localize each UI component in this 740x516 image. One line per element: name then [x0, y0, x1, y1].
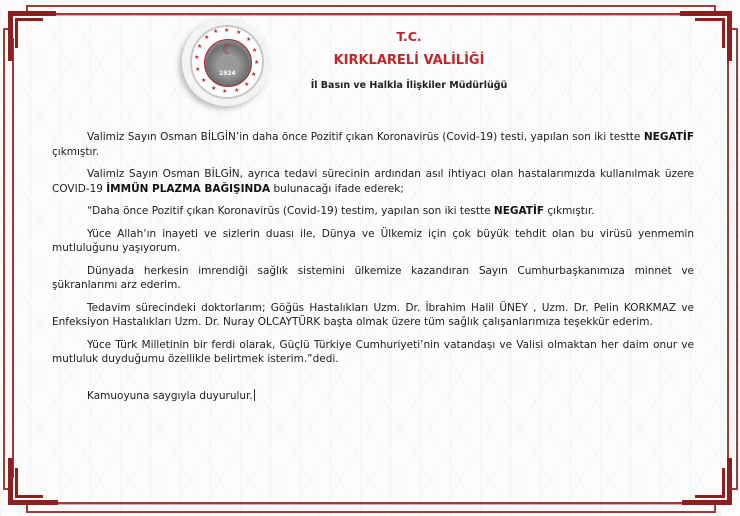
header-governorship-row [0, 49, 740, 68]
header-tc-row [0, 26, 740, 45]
corner-bottom-left [8, 500, 58, 505]
star-icon: ★ [211, 85, 217, 92]
paragraph-2 [52, 167, 694, 196]
paragraph-4: Yüce Allah’ın inayeti ve sizlerin duası ile, Dünya ve Ülkemiz için çok büyük tehdit olan bu virüsü yenmemin mutluluğunu yaşıyorum. [52, 227, 694, 254]
paragraph-1 [52, 130, 694, 159]
frame-top-outer [26, 5, 716, 7]
paragraph-7: Yüce Türk Milletinin bir ferdi olarak, Güçlü Türkiye Cumhuriyeti’nin vatandaşı ve Valisi olmaktan her daim onur ve mutluluk duyduğumu özellikle belirtmek isterim.”dedi. [52, 338, 694, 365]
star-icon: ★ [222, 88, 228, 95]
corner-bottom-right-inner-h [695, 495, 725, 498]
frame-bottom-outer [26, 511, 716, 513]
corner-bottom-left-inner-h [15, 495, 43, 498]
frame-top-inner-shadow [55, 15, 715, 16]
header-tc: T.C. [396, 29, 422, 44]
corner-top-left [8, 11, 56, 16]
frame-right-outer [736, 28, 738, 490]
p1-text-end: çıkmıştır. [52, 145, 100, 158]
frame-left-inner [12, 38, 14, 478]
p3-text-end: çıkmıştır. [544, 205, 595, 217]
header-department-row [0, 73, 740, 92]
logo-year: 1924 [219, 70, 236, 77]
star-icon: ★ [252, 47, 258, 54]
frame-tick [714, 505, 716, 512]
paragraph-5: Dünyada herkesin imrendiği sağlık sistemini ülkemize kazandıran Sayın Cumhurbaşkanımıza minnet ve şükranlarımı arz ederim. [52, 264, 694, 291]
p2-bold: İMMÜN PLAZMA BAĞIŞINDA [106, 182, 271, 195]
paragraph-6: Tedavim sürecindeki doktorlarım; Göğüs Hastalıkları Uzm. Dr. İbrahim Halil ÜNEY , Uzm. Dr. Pelin KORKMAZ ve Enfeksiyon Hastalıkları Uzm. Dr. Nuray OLCAYTÜRK başta olmak üzere tüm sağlık çalışanlarımıza teşekkür ederim. [52, 301, 694, 328]
star-icon: ★ [194, 54, 200, 61]
p1-text: Valimiz Sayın Osman BİLGİN’in daha önce Pozitif çıkan Koronavirüs (Covid-19) testi, yapılan son iki testte [87, 131, 644, 143]
p3-bold: NEGATİF [493, 205, 545, 217]
p2-text: Valimiz Sayın Osman BİLGİN, ayrıca tedavi sürecinin ardından asıl ihtiyacı olan hastalarımızda kullanılmak üzere COVID-19 [52, 168, 694, 195]
p2-text-end: bulunacağı ifade ederek; [270, 182, 404, 195]
corner-bottom-left-inner-v [15, 468, 18, 498]
star-icon: ★ [224, 27, 230, 34]
text-cursor [254, 389, 255, 401]
star-icon: ★ [201, 77, 207, 84]
corner-top-right-inner-h [695, 18, 725, 21]
crescent-icon: ☾ [222, 42, 235, 58]
frame-tick [731, 488, 738, 490]
star-icon: ★ [236, 29, 242, 36]
star-icon: ★ [251, 71, 257, 78]
header-department: İl Basın ve Halkla İlişkiler Müdürlüğü [310, 80, 508, 91]
star-icon: ★ [244, 81, 250, 88]
corner-bottom-right-inner-v [722, 468, 725, 498]
press-release-body [52, 130, 694, 411]
frame-bottom-inner-shadow [28, 504, 684, 505]
star-icon: ★ [197, 43, 203, 50]
star-icon: ★ [246, 36, 252, 43]
closing-paragraph [52, 389, 694, 404]
p3-text: “Daha önce Pozitif çıkan Koronavirüs (Covid-19) testim, yapılan son iki testte [87, 205, 494, 217]
frame-left-outer [3, 28, 5, 490]
star-icon: ★ [213, 28, 219, 35]
corner-top-left-inner-h [15, 18, 43, 21]
paragraph-3 [52, 204, 694, 219]
corner-bottom-right-v [727, 458, 732, 505]
corner-bottom-left-v [8, 458, 13, 505]
p1-bold: NEGATİF [643, 131, 694, 143]
star-icon: ★ [204, 34, 210, 41]
header-governorship: KIRKLARELİ VALİLİĞİ [333, 53, 485, 68]
corner-bottom-right [682, 500, 732, 505]
star-icon: ★ [254, 59, 260, 66]
frame-tick [26, 505, 28, 512]
corner-top-right [680, 11, 732, 16]
closing-text: Kamuoyuna saygıyla duyurulur. [87, 389, 253, 402]
frame-right-inner [727, 38, 729, 478]
star-icon: ★ [234, 87, 240, 94]
star-icon: ★ [195, 66, 201, 73]
